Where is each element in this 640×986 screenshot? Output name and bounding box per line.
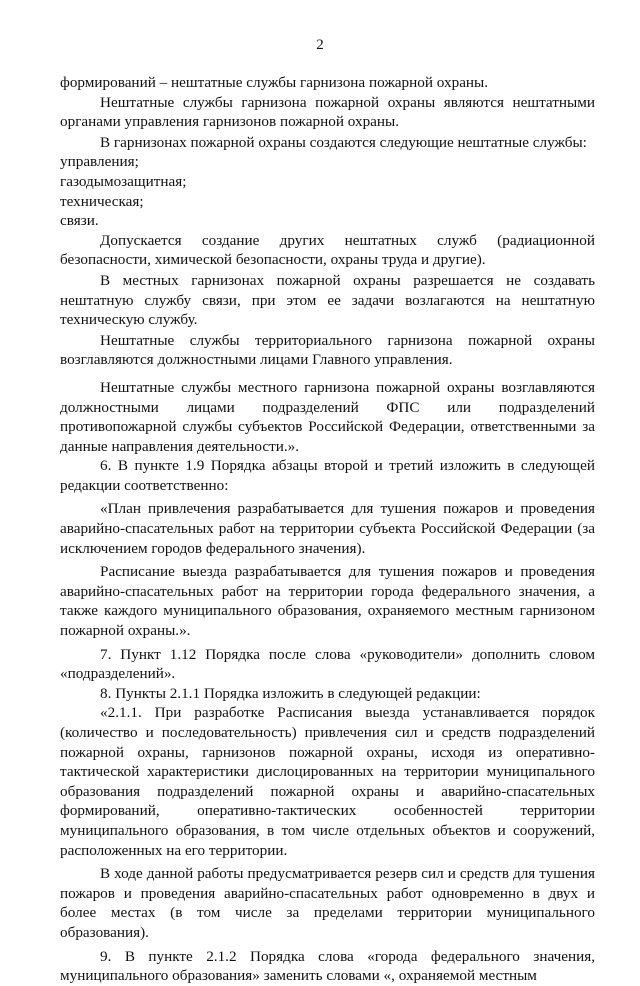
list-item: газодымозащитная; bbox=[60, 172, 187, 190]
list-item: связи. bbox=[60, 212, 99, 230]
paragraph: 8. Пункты 2.1.1 Порядка изложить в следующей редакции: bbox=[100, 684, 481, 702]
paragraph: «2.1.1. При разработке Расписания выезда устанавливается порядок (количество и последовательность) привлечения сил и средств подразделений пожарной охраны, гарнизонов пожарной охраны, исходя из оперативно-тактической характеристики дислоцированных на территории муниципального образования подразделений пожарной охраны и аварийно-спасательных формирований, оперативно-тактических особенностей территории муниципального образования, в том числе отдельных объектов и сооружений, расположенных на его территории. bbox=[60, 704, 595, 859]
paragraph: Нештатные службы территориального гарнизона пожарной охраны возглавляются должностными лицами Главного управления. bbox=[60, 331, 595, 369]
paragraph: В гарнизонах пожарной охраны создаются следующие нештатные службы: bbox=[100, 133, 587, 151]
paragraph: 6. В пункте 1.9 Порядка абзацы второй и третий изложить в следующей редакции соответственно: bbox=[60, 457, 595, 494]
paragraph: Допускается создание других нештатных служб (радиационной безопасности, химической безопасности, охраны труда и другие). bbox=[60, 231, 595, 269]
list-item: управления; bbox=[60, 153, 139, 171]
paragraph: Нештатные службы местного гарнизона пожарной охраны возглавляются должностными лицами подразделений ФПС или подразделений противопожарной службы субъектов Российской Федерации, ответственными за данные направления деятельности.». bbox=[60, 378, 595, 455]
paragraph: В ходе данной работы предусматривается резерв сил и средств для тушения пожаров и проведения аварийно-спасательных работ одновременно в двух и более местах (в том числе за пределами территории муниципального образования). bbox=[60, 865, 595, 941]
page-number: 2 bbox=[316, 37, 324, 53]
paragraph: Нештатные службы гарнизона пожарной охраны являются нештатными органами управления гарнизонов пожарной охраны. bbox=[60, 93, 595, 131]
paragraph: В местных гарнизонах пожарной охраны разрешается не создавать нештатную службу связи, при этом ее задачи возлагаются на нештатную техническую службу. bbox=[60, 271, 595, 329]
paragraph: 9. В пункте 2.1.2 Порядка слова «города федерального значения, муниципального образования» заменить словами «, охраняемой местным bbox=[60, 947, 595, 985]
paragraph: «План привлечения разрабатывается для тушения пожаров и проведения аварийно-спасательных работ на территории субъекта Российской Федерации (за исключением городов федерального значения). bbox=[60, 500, 595, 557]
paragraph: Расписание выезда разрабатывается для тушения пожаров и проведения аварийно-спасательных работ на территории города федерального значения, а также каждого муниципального образования, охраняемого местным гарнизоном пожарной охраны.». bbox=[60, 563, 595, 640]
document-body bbox=[60, 73, 595, 986]
list-item: техническая; bbox=[60, 192, 144, 210]
paragraph: 7. Пункт 1.12 Порядка после слова «руководители» дополнить словом «подразделений». bbox=[60, 645, 595, 683]
paragraph: формирований – нештатные службы гарнизона пожарной охраны. bbox=[60, 74, 489, 91]
